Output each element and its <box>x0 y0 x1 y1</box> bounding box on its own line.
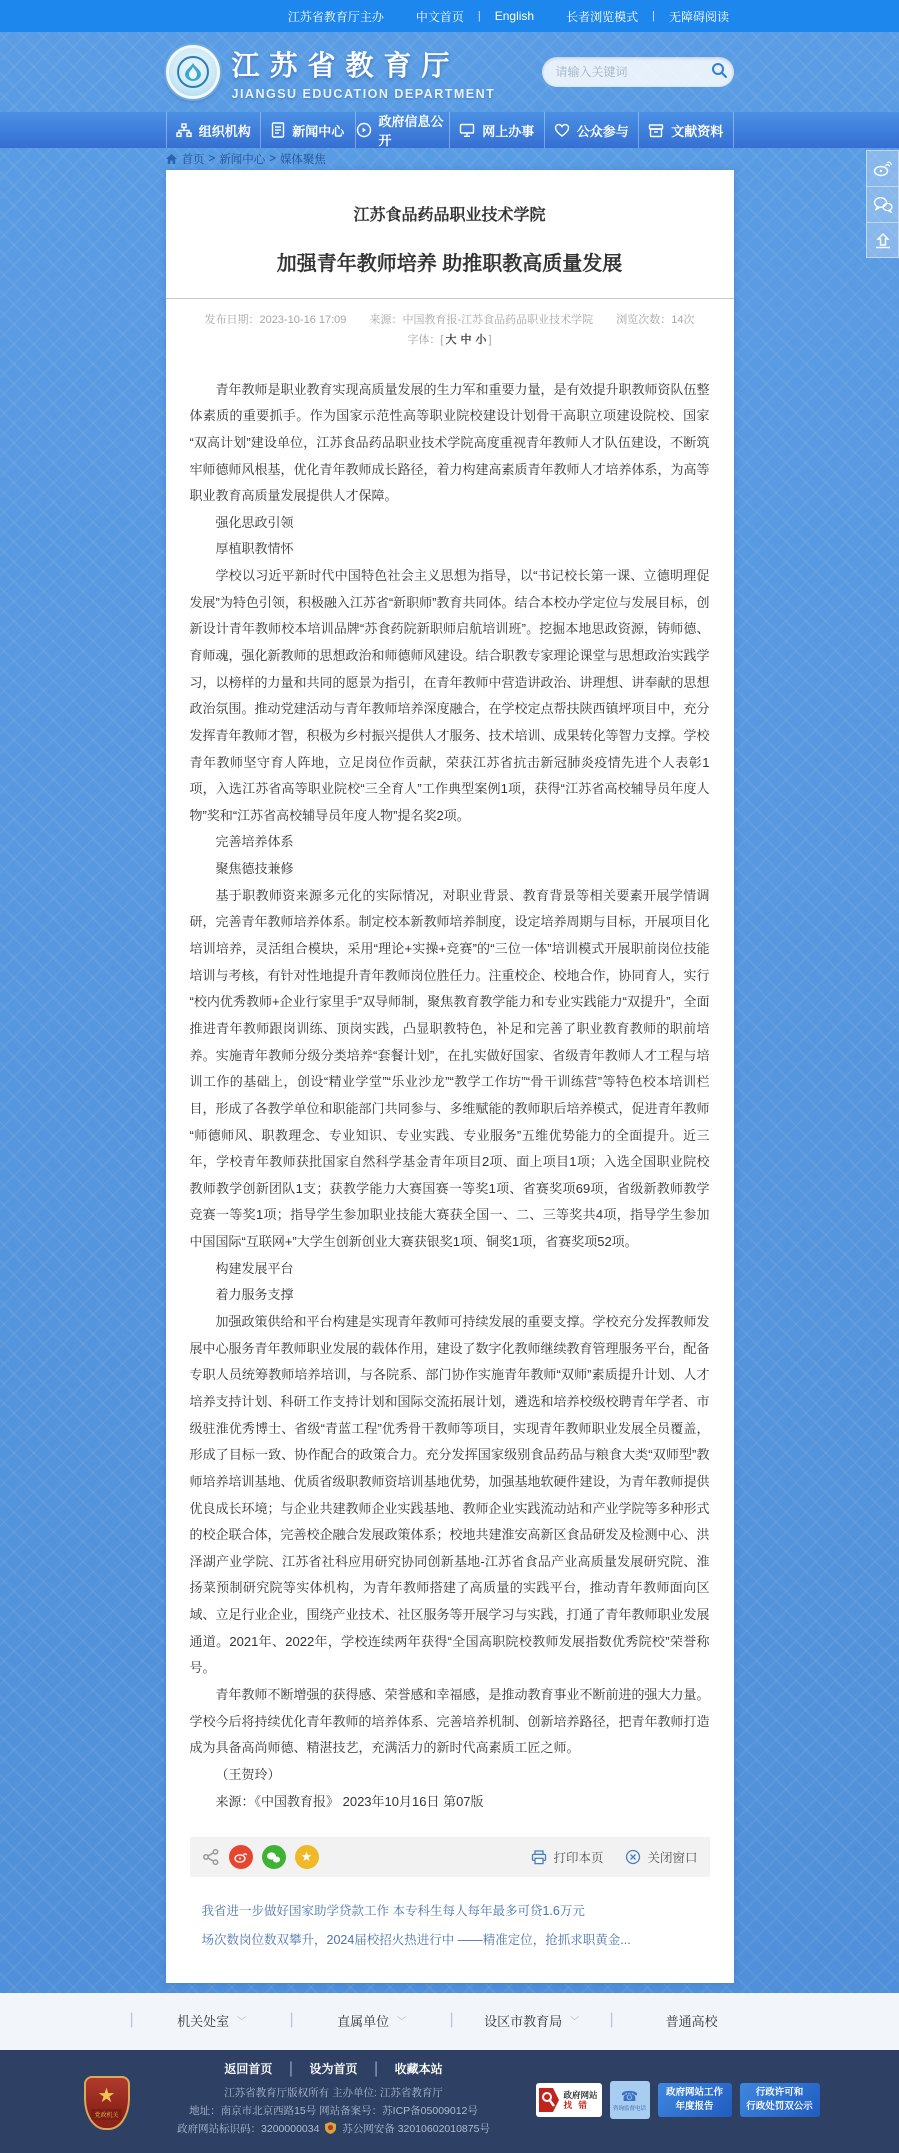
close-window-button[interactable] <box>625 1848 697 1866</box>
font-size-bracket: ] <box>488 333 492 346</box>
archive-icon <box>648 123 664 138</box>
breadcrumb-separator: > <box>269 153 276 165</box>
footnav-separator: | <box>449 2011 454 2029</box>
badge-permit-line2: 行政处罚双公示 <box>746 2101 813 2113</box>
shield-star: ★ <box>97 2085 116 2108</box>
article-subhead: 构建发展平台 <box>215 1260 294 1276</box>
footnav-affiliated-units[interactable] <box>294 2011 450 2030</box>
share-bar <box>190 1837 710 1877</box>
footer-link-bookmark[interactable]: 收藏本站 <box>394 2061 443 2076</box>
department-emblem-icon <box>166 45 220 99</box>
share-icon[interactable] <box>202 1848 220 1866</box>
footer-police-number[interactable]: 苏公网安备 32010602010875号 <box>342 2123 490 2136</box>
close-icon <box>625 1849 641 1865</box>
footnav-label: 直属单位 <box>337 2013 390 2029</box>
news-doc-icon <box>271 122 285 138</box>
article-paragraph: 学校以习近平新时代中国特色社会主义思想为指导，以“书记校长第一课、立德明理促发展”为特色引领，积极融入江苏省“新职师”教育共同体。结合本校办学定位与发展目标，创新设计青年教师校本培训品牌“苏食药院新职师启航培训班”。挖掘本地思政资源，铸师德、育师魂，强化新教师的思想政治和师德师风建设。结合职教专家理论课堂与思想政治实践学习，以榜样的力量和共同的愿景为指引，在青年教师中营造讲政治、讲理想、讲奉献的思想政治氛围。推动党建活动与青年教师培养深度融合，在学校定点帮扶陕西镇坪项目中，充分发挥青年教师才智，积极为乡村振兴提供人才服务、技术培训、成果转化等智力支撑。学校青年教师坚守育人阵地，立足岗位作贡献，荣获江苏省抗击新冠肺炎疫情先进个人表彰1项，入选江苏省高等职业院校“三全育人”工作典型案例1项，获得“江苏省高校辅导员年度人物”奖和“江苏省高校辅导员年度人物”提名奖2项。 <box>189 568 710 823</box>
nav-item-info-disclosure[interactable] <box>356 112 451 148</box>
article-paragraph: 基于职教师资来源多元化的实际情况，对职业背景、教育背景等相关要素开展学情调研，完善青年教师培养体系。制定校本新教师培养制度，设定培养周期与目标，开展项目化培训培养，灵活组合模块，采用“理论+实操+竞赛”的“三位一体”培训模式开展职前岗位技能培训与考核，有针对性地提升青年教师岗位胜任力。注重校企、校地合作，协同育人，实行“校内优秀教师+企业行家里手”双导师制，聚焦教育教学能力和专业实践能力“双提升”，全面推进青年教师跟岗训练、顶岗实践，凸显职教特色，补足和完善了职业教育教师的职前培养。实施青年教师分级分类培养“套餐计划”，在扎实做好国家、省级青年教师人才工程与培训工作的基础上，创设“精业学堂”“乐业沙龙”“教学工作坊”“骨干训练营”等特色校本培训栏目，形成了各教学单位和职能部门共同参与、多维赋能的教师职后培养模式，促进青年教师“师德师风、职教理念、专业知识、专业实践、专业服务”五维优势能力的全面提升。近三年，学校青年教师获批国家自然科学基金青年项目2项、面上项目1项；入选全国职业院校教师教学创新团队1支；获教学能力大赛国赛一等奖1项、省赛奖项69项，省级新教师教学竞赛一等奖1项；指导学生参加职业技能大赛获全国一、二、三等奖共4项，指导学生参加中国国际“互联网+”大学生创新创业大赛获银奖1项、铜奖1项，省赛奖项52项。 <box>189 887 710 1250</box>
search-input[interactable] <box>556 65 711 79</box>
badge-report-line2: 年度报告 <box>675 2101 714 2113</box>
site-header <box>0 32 899 112</box>
footnav-separator: | <box>129 2011 134 2029</box>
badge-report-line1: 政府网站工作 <box>665 2087 723 2098</box>
nav-item-label: 网上办事 <box>482 123 535 139</box>
topbar-link-chinese-home[interactable]: 中文首页 <box>415 9 464 24</box>
footnav-label: 普通高校 <box>665 2013 718 2029</box>
breadcrumb-home[interactable]: 首页 <box>181 154 205 166</box>
article-author: （王贺玲） <box>215 1766 281 1782</box>
article-title-line2: 加强青年教师培养 助推职教高质量发展 <box>276 253 623 275</box>
search-icon <box>711 62 728 82</box>
footer-link-set-home[interactable]: 设为首页 <box>309 2061 358 2076</box>
related-links <box>190 1877 710 1957</box>
footer-badges <box>536 2081 820 2119</box>
view-count: 浏览次数：14次 <box>616 314 695 326</box>
nav-item-organization[interactable] <box>166 112 262 148</box>
main-nav <box>0 112 899 148</box>
nav-item-documents[interactable] <box>639 112 734 148</box>
article-subhead: 强化思政引领 <box>215 514 294 530</box>
float-wechat-button[interactable] <box>866 186 899 222</box>
print-page-button[interactable] <box>531 1848 603 1866</box>
nav-item-label: 文献资料 <box>671 123 724 139</box>
nav-item-label: 政府信息公开 <box>378 114 444 148</box>
article-subhead: 聚焦德技兼修 <box>215 861 294 877</box>
footer-links <box>144 2060 524 2078</box>
breadcrumb-separator: > <box>208 153 216 165</box>
topbar-separator: | <box>652 10 655 22</box>
favorite-star-icon[interactable]: ★ <box>295 1845 319 1869</box>
topbar-link-elder-mode[interactable]: 长者浏览模式 <box>566 9 639 24</box>
close-window-label: 关闭窗口 <box>647 1851 698 1866</box>
shield-label: 党政机关 <box>91 2109 121 2120</box>
article-source-line: 来源：《中国教育报》 2023年10月16日 第07版 <box>215 1793 484 1809</box>
printer-icon <box>531 1850 547 1865</box>
font-size-control <box>407 334 491 346</box>
info-disclosure-icon <box>356 122 372 138</box>
site-title-english: JIANGSU EDUCATION DEPARTMENT <box>231 86 496 101</box>
article-subhead: 厚植职教情怀 <box>215 541 294 557</box>
nav-item-public-participation[interactable] <box>545 112 640 148</box>
font-size-small-button[interactable]: 小 <box>475 333 487 346</box>
article-paragraph: 青年教师是职业教育实现高质量发展的生力军和重要力量，是有效提升职教师资队伍整体素质的重要抓手。作为国家示范性高等职业院校建设计划骨干高职立项建设院校、国家“双高计划”建设单位，江苏食品药品职业技术学院高度重视青年教师人才队伍建设，不断筑牢师德师风根基，优化青年教师成长路径，着力构建高素质青年教师人才培养体系，为高等职业教育高质量发展提供人才保障。 <box>189 381 710 504</box>
badge-permit-line1: 行政许可和 <box>755 2087 804 2098</box>
site-logo[interactable] <box>166 44 496 101</box>
article-source: 来源：中国教育报-江苏食品药品职业技术学院 <box>369 314 594 326</box>
article-subhead: 着力服务支撑 <box>215 1287 294 1303</box>
error-report-magnifier-icon <box>539 2088 559 2112</box>
footnav-departments[interactable] <box>134 2011 290 2030</box>
topbar-separator: | <box>477 10 481 22</box>
article-body <box>190 361 710 1816</box>
nav-item-label: 公众参与 <box>576 123 629 139</box>
government-agency-shield-icon <box>84 2076 130 2130</box>
nav-item-label: 组织机构 <box>198 123 251 139</box>
site-title: 江苏省教育厅 <box>231 49 460 81</box>
footnav-label: 机关处室 <box>177 2013 230 2029</box>
weibo-icon[interactable] <box>229 1845 253 1869</box>
article-subhead: 完善培养体系 <box>215 834 294 850</box>
org-chart-icon <box>176 123 192 138</box>
font-size-label: 字体：[ <box>407 333 444 346</box>
wechat-icon[interactable] <box>262 1845 286 1869</box>
article-meta <box>190 299 710 361</box>
footer-nav-strip <box>0 1993 899 2050</box>
nav-item-online-services[interactable] <box>450 112 545 148</box>
weibo-cloud-icon <box>873 161 892 177</box>
topbar-link-accessibility[interactable]: 无障碍阅读 <box>668 9 729 24</box>
breadcrumb-media-focus[interactable]: 媒体聚焦 <box>279 154 326 166</box>
telephone-icon: ☎ <box>620 2087 639 2104</box>
page-footer <box>0 2050 899 2153</box>
topbar-link-host[interactable]: 江苏省教育厅主办 <box>287 9 384 24</box>
nav-item-label: 新闻中心 <box>292 123 345 139</box>
footnav-separator: | <box>609 2011 614 2029</box>
footer-link-separator: | <box>288 2059 294 2077</box>
website-error-report-badge[interactable] <box>536 2083 602 2117</box>
related-link[interactable]: 我省进一步做好国家助学贷款工作 本专科生每人每年最多可贷1.6万元 <box>201 1904 585 1919</box>
heart-icon <box>554 123 570 138</box>
back-to-top-button[interactable] <box>866 222 899 258</box>
float-weibo-button[interactable] <box>866 150 899 186</box>
font-size-medium-button[interactable]: 中 <box>460 333 472 346</box>
footnav-universities[interactable] <box>614 2011 770 2030</box>
consult-phone-label: 咨询监督电话 <box>612 2105 646 2112</box>
annual-report-badge[interactable] <box>658 2083 732 2117</box>
footer-site-code: 政府网站标识码：3200000034 <box>177 2123 320 2136</box>
chevron-down-icon: ﹀ <box>397 2015 407 2026</box>
arrow-up-icon <box>875 232 891 249</box>
badge-find-line2: 找 错 <box>563 2100 589 2111</box>
article-title-line1: 江苏食品药品职业技术学院 <box>353 207 546 224</box>
article-paragraph: 青年教师不断增强的获得感、荣誉感和幸福感，是推动教育事业不断前进的强大力量。学校今后将持续优化青年教师的培养体系、完善培养机制、创新培养路径，把青年教师打造成为具备高尚师德、精湛技艺，充满活力的新时代高素质工匠之师。 <box>189 1686 710 1756</box>
footnav-label: 设区市教育局 <box>484 2013 563 2029</box>
footer-copyright: 江苏省教育厅版权所有 主办单位: 江苏省教育厅 <box>224 2086 443 2099</box>
breadcrumb <box>0 148 899 170</box>
wechat-bubbles-icon <box>873 196 893 213</box>
footer-link-separator: | <box>373 2059 379 2077</box>
police-badge-icon <box>325 2122 336 2140</box>
chevron-down-icon: ﹀ <box>237 2015 247 2026</box>
footnav-separator: | <box>289 2011 294 2029</box>
related-link[interactable]: 场次数岗位数双攀升，2024届校招火热进行中 ——精准定位，抢抓求职黄金... <box>201 1932 631 1947</box>
badge-find-line1: 政府网站 <box>563 2089 598 2100</box>
footer-link-back-home[interactable]: 返回首页 <box>224 2061 273 2076</box>
home-icon <box>166 154 177 164</box>
print-page-label: 打印本页 <box>553 1851 604 1866</box>
admin-permit-publicity-badge[interactable] <box>740 2083 820 2117</box>
search-button[interactable] <box>711 62 728 82</box>
footer-site-code-line <box>144 2120 524 2140</box>
font-size-large-button[interactable]: 大 <box>445 333 457 346</box>
publish-date: 发布日期：2023-10-16 17:09 <box>204 314 347 326</box>
search-box <box>542 57 734 87</box>
consult-phone-badge[interactable] <box>610 2081 650 2119</box>
topbar <box>0 0 899 32</box>
footnav-city-bureaus[interactable] <box>454 2011 610 2030</box>
breadcrumb-news-center[interactable]: 新闻中心 <box>219 154 266 166</box>
monitor-icon <box>459 123 475 138</box>
topbar-link-english[interactable]: English <box>494 9 535 23</box>
article-card <box>166 170 734 1983</box>
nav-item-news[interactable] <box>261 112 356 148</box>
chevron-down-icon: ﹀ <box>570 2015 580 2026</box>
article-paragraph: 加强政策供给和平台构建是实现青年教师可持续发展的重要支撑。学校充分发挥教师发展中心服务青年教师职业发展的载体作用，建设了数字化教师继续教育管理服务平台，配备专职人员统筹教师培养培训，与各院系、部门协作实施青年教师“双师”素质提升计划、人才培养支持计划、科研工作支持计划和国际交流拓展计划，遴选和培养校级校聘青年学者、市级驻淮优秀博士、省级“青蓝工程”优秀骨干教师等项目，实现青年教师职业发展全员覆盖，形成了目标一致、协作配合的政策合力。充分发挥国家级别食品药品与粮食大类“双师型”教师培养培训基地、优质省级职教师资培训基地优势，加强基地软硬件建设，为青年教师提供优良成长环境；与企业共建教师企业实践基地、教师企业实践流动站和产业学院等多种形式的校企联合体，完善校企融合发展政策体系；校地共建淮安高新区食品研发及检测中心、洪泽湖产业学院、江苏省社科应用研究协同创新基地-江苏省食品产业高质量发展研究院、淮扬菜预制研究院等实体机构，为青年教师搭建了高质量的实践平台，推动青年教师面向区域、立足行业企业，围绕产业技术、社区服务等开展学习与实践，打通了青年教师职业发展通道。2021年、2022年，学校连续两年获得“全国高职院校教师发展指数优秀院校”荣誉称号。 <box>189 1314 710 1676</box>
footer-address: 地址：南京市北京西路15号 网站备案号：苏ICP备05009012号 <box>189 2105 478 2118</box>
floating-sidebar <box>866 150 899 258</box>
